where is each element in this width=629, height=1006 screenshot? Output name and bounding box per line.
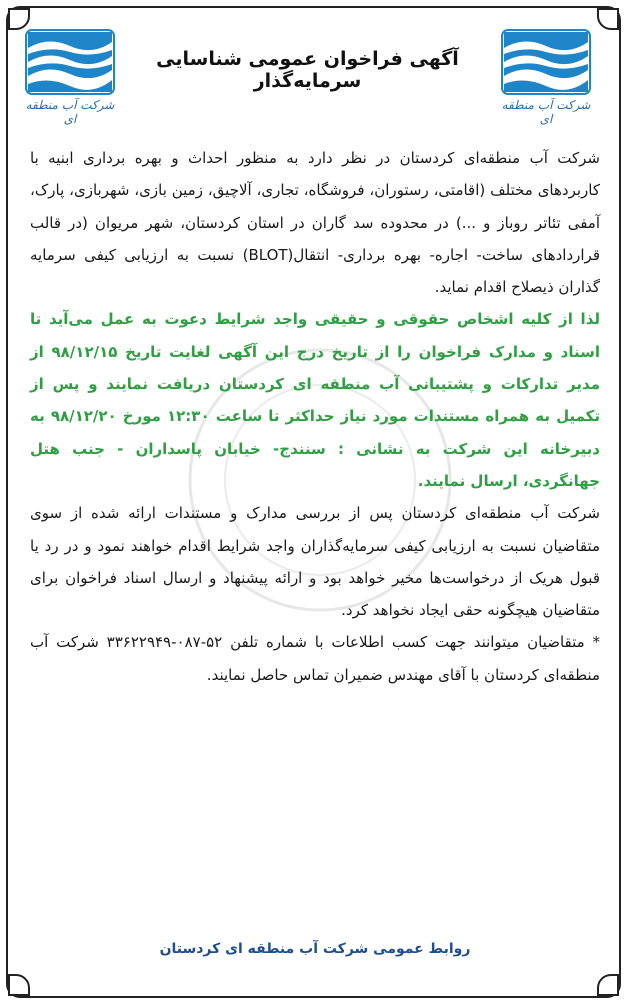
water-company-logo-right xyxy=(500,28,592,126)
paragraph-invitation: لذا از کلیه اشخاص حقوقی و حقیقی واجد شرایط دعوت به عمل می‌آید تا اسناد و مدارک فراخوان را از تاریخ درج این آگهی لغایت تاریخ ۹۸/۱۲/۱۵ از مدیر تدارکات و پشتیبانی آب منطقه ای کردستان دریافت نمایند و پس از تکمیل به همراه مستندات مورد نیاز حداکثر تا ساعت ۱۲:۳۰ مورخ ۹۸/۱۲/۲۰ به دبیرخانه این شرکت به نشانی : سنندج- خیابان پاسداران - جنب هتل جهانگردی، ارسال نمایند. xyxy=(30,310,601,490)
paragraph-contact: * متقاضیان میتوانند جهت کسب اطلاعات با شماره تلفن ۵۲-۰۸۷-۳۳۶۲۲۹۴۹ شرکت آب منطقه‌ای کردستان با آقای مهندس ضمیران تماس حاصل نمایند. xyxy=(30,633,600,684)
water-logo-icon xyxy=(24,28,116,96)
logo-caption: شرکت آب منطقه ای xyxy=(25,98,115,126)
water-logo-icon xyxy=(500,28,592,96)
corner-ornament xyxy=(8,974,30,996)
notice-title: آگهی فراخوان عمومی شناسایی سرمایه‌گذار xyxy=(156,48,459,92)
logo-caption: شرکت آب منطقه ای xyxy=(501,98,591,126)
paragraph-evaluation: شرکت آب منطقه‌ای کردستان پس از بررسی مدارک و مستندات ارائه شده از سوی متقاضیان نسبت به ارزیابی کیفی سرمایه‌گذاران واجد شرایط اقدام خواهند نمود و در رد یا قبول هریک از درخواست‌ها مخیر خواهد بود و ارائه پیشنهاد و ارسال اسناد فراخوان برای متقاضیان هیچگونه حقی ایجاد نخواهد کرد. xyxy=(30,504,600,620)
paragraph-intro: شرکت آب منطقه‌ای کردستان در نظر دارد به منظور احداث و بهره برداری ابنیه با کاربردهای مختلف (اقامتی، رستوران، فروشگاه، تجاری، آلاچیق، زمین بازی، شهربازی، پارک، آمفی تئاتر روباز و ...) در محدوده سد گاران در استان کردستان، شهر مریوان (در قالب قراردادهای ساخت- اجاره- بهره برداری- انتقال(BLOT) نسبت به ارزیابی کیفی سرمایه گذاران ذیصلاح اقدام نماید. xyxy=(30,149,600,297)
corner-ornament xyxy=(597,8,619,30)
water-company-logo-left xyxy=(24,28,116,126)
public-relations-signature: روابط عمومی شرکت آب منطقه ای کردستان xyxy=(159,941,471,957)
corner-ornament xyxy=(8,8,30,30)
corner-ornament xyxy=(597,974,619,996)
notice-body xyxy=(30,142,600,691)
